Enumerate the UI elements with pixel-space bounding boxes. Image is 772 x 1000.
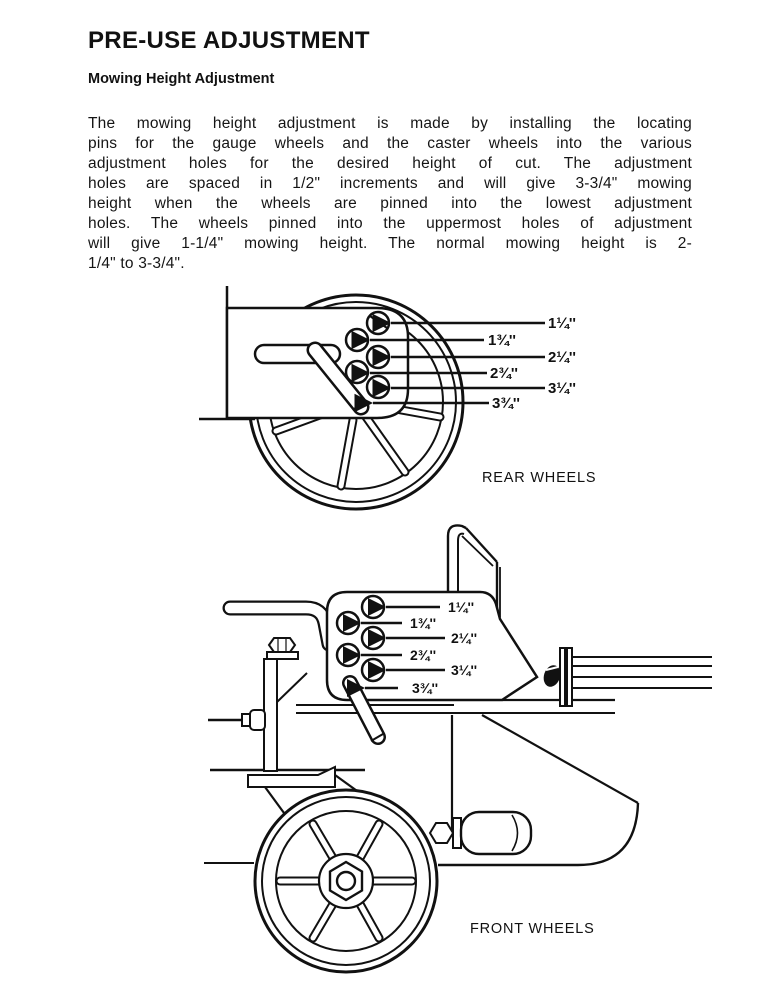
front-wheels-caption: FRONT WHEELS <box>470 921 595 937</box>
front-height-label: 1¾'' <box>410 615 437 631</box>
deck-roller <box>430 812 531 854</box>
rear-height-label: 3¼'' <box>548 380 576 397</box>
body-line: 1/4" to 3-3/4". <box>88 255 185 272</box>
rear-height-label: 2¼'' <box>548 349 576 366</box>
rear-height-label: 2¾'' <box>490 365 518 382</box>
front-height-label: 3¾'' <box>412 680 439 696</box>
section-heading: Mowing Height Adjustment <box>88 71 275 87</box>
rear-height-labels <box>488 315 576 412</box>
front-wheels-diagram <box>190 520 720 980</box>
front-height-label: 3¼'' <box>451 662 478 678</box>
front-caster-wheel <box>255 790 437 972</box>
page-title: PRE-USE ADJUSTMENT <box>88 27 370 54</box>
body-line: will give 1-1/4" mowing height. The normal mowing height is 2- <box>88 235 692 252</box>
front-height-label: 2¾'' <box>410 647 437 663</box>
rear-wheels-diagram <box>185 280 625 535</box>
front-height-label: 2¼'' <box>451 630 478 646</box>
body-line: holes are spaced in 1/2" increments and will give 3-3/4" mowing <box>88 175 692 192</box>
adjuster-rod-knob <box>208 710 265 730</box>
body-line: pins for the gauge wheels and the caster wheels into the various <box>88 135 692 152</box>
axle-assembly <box>541 648 712 706</box>
body-paragraph <box>88 114 692 274</box>
body-line: holes. The wheels pinned into the uppermost holes of adjustment <box>88 215 692 232</box>
body-line: height when the wheels are pinned into the lowest adjustment <box>88 195 692 212</box>
rear-height-label: 1¾'' <box>488 332 516 349</box>
rear-wheels-caption: REAR WHEELS <box>482 470 597 486</box>
body-line: The mowing height adjustment is made by installing the locating <box>88 115 692 132</box>
rear-height-label: 3¾'' <box>492 395 520 412</box>
rear-height-label: 1¼'' <box>548 315 576 332</box>
body-line: adjustment holes for the desired height of cut. The adjustment <box>88 155 692 172</box>
front-height-label: 1¼'' <box>448 599 475 615</box>
